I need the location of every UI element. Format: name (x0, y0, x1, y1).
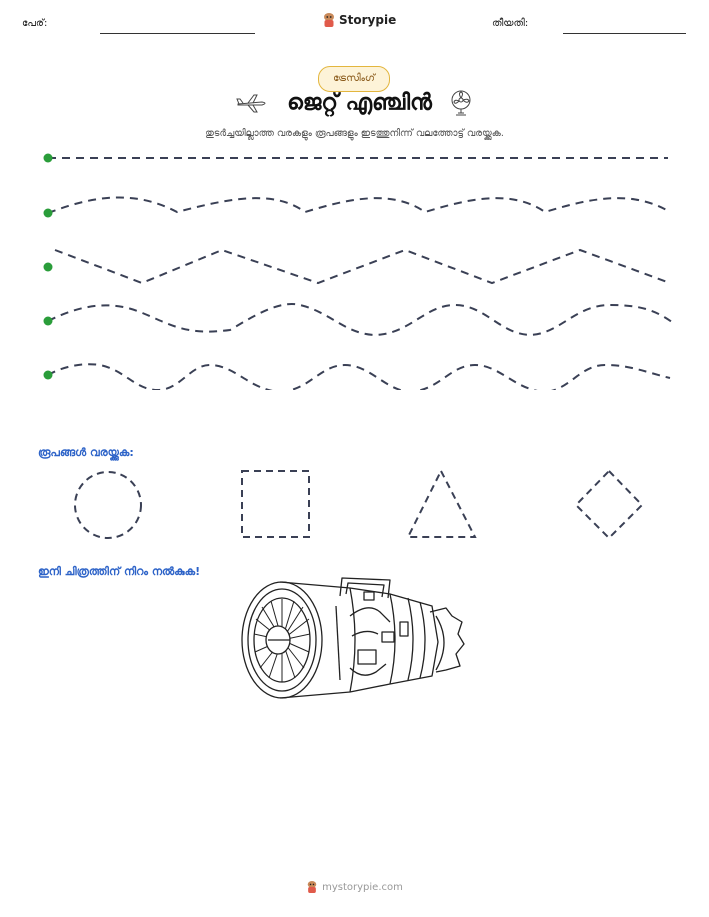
storypie-footer-logo-icon (306, 880, 318, 894)
shape-circle (75, 472, 141, 538)
tracing-line-wave-3 (48, 364, 670, 390)
tracing-lines (0, 140, 709, 390)
start-dot (44, 154, 53, 163)
storypie-logo-icon (322, 12, 336, 28)
name-label: പേര്: (22, 18, 48, 29)
jet-engine-coloring-image (240, 572, 470, 712)
name-line[interactable] (100, 33, 255, 34)
shapes-row (0, 460, 709, 545)
start-dot (44, 317, 53, 326)
page-title: ജെറ്റ് എഞ്ചിൻ (287, 90, 432, 116)
tracing-line-wave-1 (48, 197, 670, 213)
shapes-section-title: രൂപങ്ങൾ വരയ്ക്കുക: (38, 446, 134, 459)
shape-diamond (576, 471, 642, 538)
shape-square (242, 471, 309, 537)
coloring-section-title: ഇനി ചിത്രത്തിന് നിറം നൽകുക! (38, 565, 201, 578)
fan-icon (449, 90, 473, 116)
jet-plane-icon (236, 92, 270, 114)
tracing-line-wave-2 (48, 304, 672, 335)
footer-site-link[interactable]: mystorypie.com (322, 881, 403, 893)
tracing-line-zigzag (55, 250, 670, 283)
start-dot (44, 209, 53, 218)
instruction-text: തുടർച്ചയില്ലാത്ത വരകളും രൂപങ്ങളും ഇടത്തുനിന്ന് വലത്തോട്ട് വരയ്ക്കുക. (205, 128, 504, 139)
title-row (0, 90, 709, 116)
brand-text: Storypie (339, 13, 397, 27)
date-label: തീയതി: (492, 18, 529, 29)
brand (322, 12, 396, 28)
start-dot (44, 263, 53, 272)
footer (0, 880, 709, 894)
start-dot (44, 371, 53, 380)
date-line[interactable] (563, 33, 686, 34)
shape-triangle (408, 471, 475, 537)
tracing-badge: ട്രേസിംഗ് (318, 66, 390, 92)
